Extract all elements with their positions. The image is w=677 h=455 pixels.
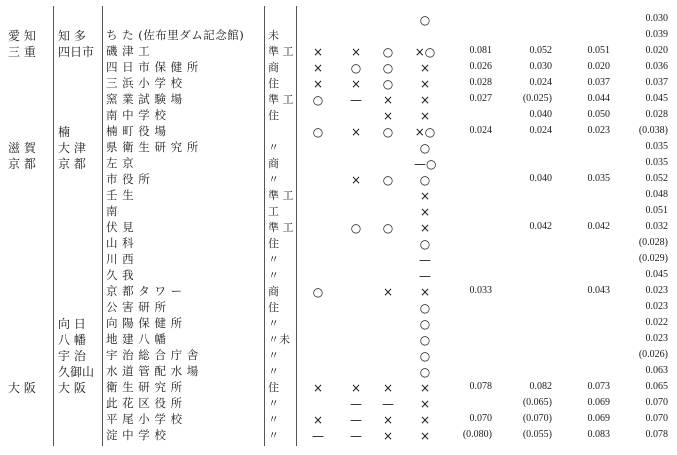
column-divider: [296, 6, 297, 446]
city-cell: 八 幡: [58, 333, 86, 347]
zone-cell: 商: [268, 61, 279, 74]
zone-cell: 〃: [268, 253, 279, 266]
value-cell: 0.048: [645, 189, 668, 200]
zone-cell: 工: [268, 205, 279, 218]
site-cell: 此 花 区 役 所: [106, 396, 183, 410]
mark-cell: ×○: [414, 45, 436, 59]
zone-cell: 〃: [268, 349, 279, 362]
mark-cell: ○: [419, 333, 431, 347]
value-cell: 0.078: [469, 381, 492, 392]
mark-cell: ×: [419, 285, 431, 299]
value-cell: 0.052: [529, 45, 552, 56]
mark-cell: ×: [312, 77, 324, 91]
zone-cell: 〃: [268, 397, 279, 410]
value-cell: 0.051: [587, 45, 610, 56]
mark-cell: ×: [382, 429, 394, 443]
zone-cell: 準 工: [268, 221, 294, 234]
value-cell: 0.063: [645, 365, 668, 376]
site-cell: 川 西: [106, 252, 135, 266]
mark-cell: ×: [419, 189, 431, 203]
site-cell: 京 都 タ ワ ー: [106, 284, 183, 298]
site-cell: 南: [106, 204, 118, 218]
site-cell: 窯 業 試 験 場: [106, 92, 183, 106]
mark-cell: —: [350, 429, 362, 443]
mark-cell: ×: [382, 413, 394, 427]
prefecture-cell: 三 重: [8, 45, 36, 59]
mark-cell: ×: [419, 93, 431, 107]
mark-cell: ○: [382, 221, 394, 235]
value-cell: 0.023: [645, 333, 668, 344]
mark-cell: ×: [419, 205, 431, 219]
mark-cell: ○: [419, 173, 431, 187]
mark-cell: ○: [419, 237, 431, 251]
value-cell: (0.055): [522, 429, 552, 440]
value-cell: 0.083: [587, 429, 610, 440]
site-cell: 県 衛 生 研 究 所: [106, 140, 199, 154]
site-cell: 平 尾 小 学 校: [106, 412, 183, 426]
mark-cell: ×: [350, 125, 362, 139]
mark-cell: ×: [419, 61, 431, 75]
mark-cell: ×: [312, 413, 324, 427]
value-cell: 0.069: [587, 397, 610, 408]
site-cell: 伏 見: [106, 220, 135, 234]
mark-cell: ×: [382, 93, 394, 107]
value-cell: 0.044: [587, 93, 610, 104]
mark-cell: ×○: [414, 125, 436, 139]
mark-cell: ○: [312, 125, 324, 139]
value-cell: (0.065): [522, 397, 552, 408]
zone-cell: 〃: [268, 413, 279, 426]
column-divider: [53, 6, 54, 446]
prefecture-cell: 滋 賀: [8, 141, 36, 155]
mark-cell: ×: [382, 109, 394, 123]
value-cell: 0.026: [469, 61, 492, 72]
value-cell: (0.029): [638, 253, 668, 264]
city-cell: 楠: [58, 125, 71, 139]
value-cell: 0.052: [645, 173, 668, 184]
site-cell: 山 科: [106, 236, 135, 250]
value-cell: 0.042: [529, 221, 552, 232]
mark-cell: ○: [312, 93, 324, 107]
site-cell: 壬 生: [106, 188, 135, 202]
value-cell: 0.050: [587, 109, 610, 120]
value-cell: 0.032: [645, 221, 668, 232]
zone-cell: 〃: [268, 269, 279, 282]
city-cell: 知 多: [58, 29, 86, 43]
mark-cell: ○: [382, 61, 394, 75]
mark-cell: ×: [350, 45, 362, 59]
mark-cell: —: [350, 397, 362, 411]
mark-cell: ×: [382, 285, 394, 299]
value-cell: 0.045: [645, 93, 668, 104]
site-cell: 磯 津 工: [106, 44, 151, 58]
zone-cell: 住: [268, 109, 279, 122]
value-cell: 0.069: [587, 413, 610, 424]
zone-cell: 住: [268, 301, 279, 314]
prefecture-cell: 京 都: [8, 157, 36, 171]
mark-cell: ×: [419, 381, 431, 395]
mark-cell: ×: [350, 381, 362, 395]
zone-cell: 〃: [268, 429, 279, 442]
value-cell: 0.070: [469, 413, 492, 424]
value-cell: 0.037: [645, 77, 668, 88]
value-cell: 0.043: [587, 285, 610, 296]
zone-cell: 住: [268, 381, 279, 394]
mark-cell: ×: [419, 397, 431, 411]
mark-cell: —○: [414, 157, 437, 171]
mark-cell: ○: [382, 173, 394, 187]
mark-cell: ×: [350, 173, 362, 187]
value-cell: 0.035: [645, 141, 668, 152]
mark-cell: ×: [419, 109, 431, 123]
value-cell: (0.028): [638, 237, 668, 248]
value-cell: 0.039: [645, 29, 668, 40]
mark-cell: ×: [312, 381, 324, 395]
column-divider: [102, 6, 103, 446]
mark-cell: ○: [419, 349, 431, 363]
zone-cell: 〃未: [268, 333, 290, 346]
site-cell: 楠 町 役 場: [106, 124, 167, 138]
mark-cell: ○: [382, 125, 394, 139]
city-cell: 四日市: [58, 45, 95, 59]
value-cell: 0.035: [645, 157, 668, 168]
value-cell: 0.030: [645, 13, 668, 24]
value-cell: 0.024: [529, 77, 552, 88]
site-cell: 水 道 管 配 水 場: [106, 364, 199, 378]
mark-cell: ×: [419, 77, 431, 91]
value-cell: 0.028: [469, 77, 492, 88]
site-cell: ち た (佐布里ダム記念館): [106, 28, 245, 42]
value-cell: 0.040: [529, 109, 552, 120]
mark-cell: —: [419, 253, 431, 267]
site-cell: 地 建 八 幡: [106, 332, 167, 346]
mark-cell: ×: [419, 413, 431, 427]
mark-cell: ×: [312, 45, 324, 59]
value-cell: 0.065: [645, 381, 668, 392]
value-cell: 0.051: [645, 205, 668, 216]
mark-cell: ×: [419, 429, 431, 443]
zone-cell: 商: [268, 157, 279, 170]
value-cell: (0.026): [638, 349, 668, 360]
city-cell: 向 日: [58, 317, 86, 331]
value-cell: 0.070: [645, 413, 668, 424]
site-cell: 淀 中 学 校: [106, 428, 167, 442]
value-cell: (0.070): [522, 413, 552, 424]
zone-cell: 住: [268, 77, 279, 90]
value-cell: 0.035: [587, 173, 610, 184]
column-divider: [264, 6, 265, 446]
city-cell: 大 津: [58, 141, 86, 155]
mark-cell: —: [350, 93, 362, 107]
city-cell: 久御山: [58, 365, 95, 379]
mark-cell: ○: [419, 365, 431, 379]
site-cell: 南 中 学 校: [106, 108, 167, 122]
value-cell: 0.027: [469, 93, 492, 104]
value-cell: 0.070: [645, 397, 668, 408]
mark-cell: ×: [350, 77, 362, 91]
mark-cell: ×: [382, 381, 394, 395]
mark-cell: —: [312, 429, 324, 443]
value-cell: (0.025): [522, 93, 552, 104]
zone-cell: 未: [268, 29, 279, 42]
mark-cell: ○: [382, 77, 394, 91]
value-cell: 0.081: [469, 45, 492, 56]
site-cell: 公 害 研 所: [106, 300, 167, 314]
zone-cell: 〃: [268, 365, 279, 378]
prefecture-cell: 大 阪: [8, 381, 36, 395]
value-cell: 0.033: [469, 285, 492, 296]
value-cell: 0.020: [587, 61, 610, 72]
mark-cell: ○: [419, 317, 431, 331]
zone-cell: 〃: [268, 141, 279, 154]
value-cell: 0.024: [469, 125, 492, 136]
value-cell: 0.028: [645, 109, 668, 120]
mark-cell: ○: [419, 301, 431, 315]
site-cell: 向 陽 保 健 所: [106, 316, 183, 330]
zone-cell: 〃: [268, 173, 279, 186]
value-cell: 0.037: [587, 77, 610, 88]
site-cell: 三 浜 小 学 校: [106, 76, 183, 90]
value-cell: 0.023: [587, 125, 610, 136]
value-cell: (0.038): [638, 125, 668, 136]
mark-cell: ○: [350, 61, 362, 75]
site-cell: 四 日 市 保 健 所: [106, 60, 199, 74]
zone-cell: 準 工: [268, 45, 294, 58]
mark-cell: ×: [312, 61, 324, 75]
value-cell: 0.078: [645, 429, 668, 440]
value-cell: 0.023: [645, 301, 668, 312]
value-cell: 0.024: [529, 125, 552, 136]
mark-cell: ○: [382, 45, 394, 59]
value-cell: 0.042: [587, 221, 610, 232]
zone-cell: 商: [268, 285, 279, 298]
site-cell: 左 京: [106, 156, 135, 170]
zone-cell: 準 工: [268, 189, 294, 202]
value-cell: (0.080): [462, 429, 492, 440]
value-cell: 0.030: [529, 61, 552, 72]
mark-cell: ○: [419, 141, 431, 155]
value-cell: 0.045: [645, 269, 668, 280]
value-cell: 0.020: [645, 45, 668, 56]
city-cell: 宇 治: [58, 349, 86, 363]
mark-cell: —: [419, 269, 431, 283]
prefecture-cell: 愛 知: [8, 29, 36, 43]
city-cell: 大 阪: [58, 381, 86, 395]
mark-cell: ○: [312, 285, 324, 299]
zone-cell: 準 工: [268, 93, 294, 106]
site-cell: 市 役 所: [106, 172, 151, 186]
value-cell: 0.022: [645, 317, 668, 328]
mark-cell: —: [382, 397, 394, 411]
mark-cell: —: [350, 413, 362, 427]
site-cell: 久 我: [106, 268, 135, 282]
value-cell: 0.082: [529, 381, 552, 392]
site-cell: 衛 生 研 究 所: [106, 380, 183, 394]
mark-cell: ×: [419, 221, 431, 235]
zone-cell: 〃: [268, 317, 279, 330]
value-cell: 0.040: [529, 173, 552, 184]
value-cell: 0.023: [645, 285, 668, 296]
mark-cell: ○: [419, 13, 431, 27]
zone-cell: 住: [268, 237, 279, 250]
mark-cell: ○: [350, 221, 362, 235]
city-cell: 京 都: [58, 157, 86, 171]
site-cell: 宇 治 総 合 庁 舎: [106, 348, 199, 362]
value-cell: 0.073: [587, 381, 610, 392]
value-cell: 0.036: [645, 61, 668, 72]
